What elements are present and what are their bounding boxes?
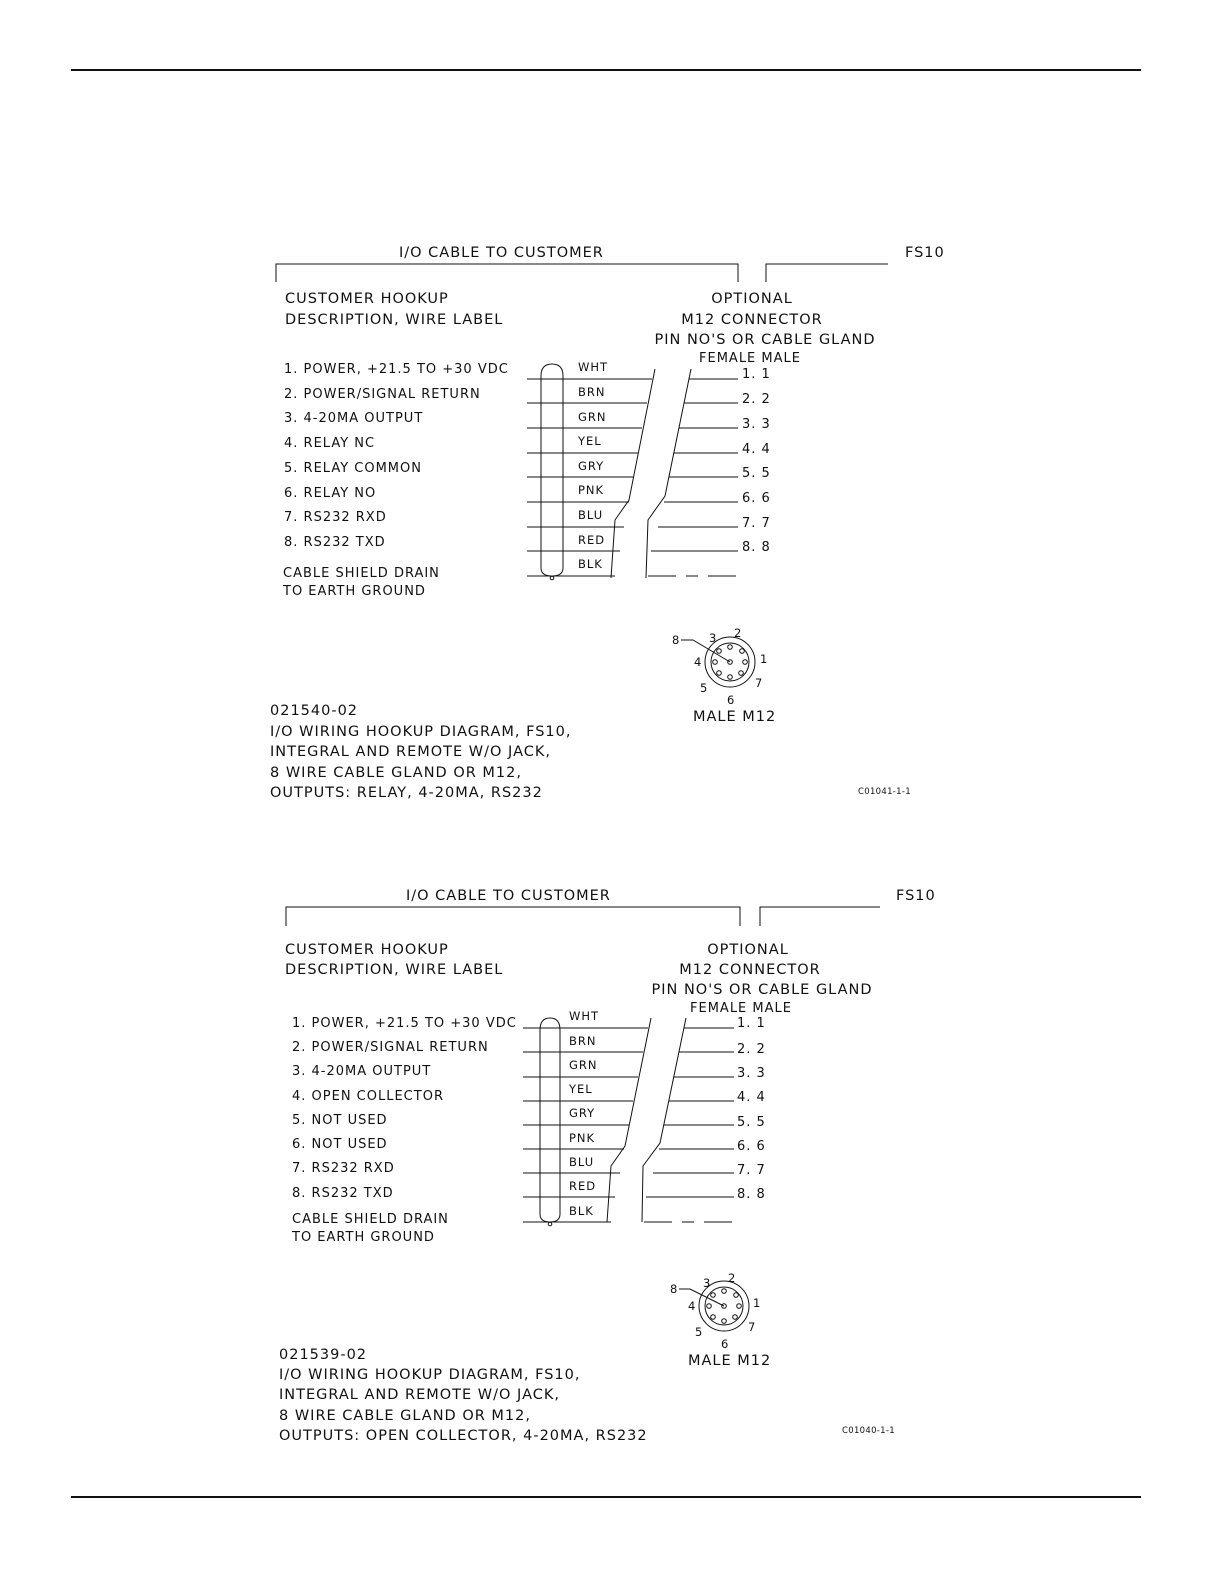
caption-line: I/O WIRING HOOKUP DIAGRAM, FS10,	[270, 724, 572, 740]
cable-bracket	[276, 264, 738, 282]
wire-color: BLU	[569, 1155, 595, 1169]
caption-line: 8 WIRE CABLE GLAND OR M12,	[279, 1408, 531, 1424]
m12-pin-label: 5	[695, 1325, 704, 1339]
description-item: 1. POWER, +21.5 TO +30 VDC	[292, 1016, 517, 1031]
wire-color: GRY	[569, 1106, 596, 1120]
m12-pin-label: 2	[734, 626, 743, 640]
part-number: 021540-02	[270, 703, 359, 719]
device-bracket	[766, 264, 888, 282]
description-item: 2. POWER/SIGNAL RETURN	[292, 1040, 489, 1055]
m12-label: MALE M12	[688, 1353, 772, 1369]
wire-color: YEL	[578, 434, 602, 448]
pin-number: 1. 1	[737, 1016, 766, 1031]
pin-number: 2. 2	[737, 1042, 766, 1057]
pin-list	[742, 367, 771, 555]
pin-number: 6. 6	[737, 1139, 766, 1154]
drawing-code: C01041-1-1	[858, 787, 911, 797]
wire-color-list	[568, 1009, 599, 1218]
description-item: 4. RELAY NC	[284, 436, 376, 451]
m12-pin-label: 1	[753, 1296, 762, 1310]
wire-color: RED	[578, 533, 606, 547]
wire-color: GRN	[569, 1058, 598, 1072]
connector-title-optional: OPTIONAL	[711, 291, 793, 307]
m12-pin-label: 3	[709, 631, 718, 645]
hookup-subtitle: DESCRIPTION, WIRE LABEL	[285, 312, 504, 328]
shield-label: CABLE SHIELD DRAIN	[292, 1212, 449, 1227]
connector-title-gender: FEMALE MALE	[699, 351, 801, 366]
pin-number: 2. 2	[742, 392, 771, 407]
wire-bundle	[523, 1018, 734, 1226]
device-bracket	[760, 907, 880, 926]
wire-bundle	[527, 364, 738, 580]
pin-number: 5. 5	[737, 1115, 766, 1130]
caption-line: INTEGRAL AND REMOTE W/O JACK,	[279, 1387, 560, 1403]
description-item: 7. RS232 RXD	[284, 510, 387, 525]
cable-header: I/O CABLE TO CUSTOMER	[399, 245, 604, 261]
wire-color: BLK	[569, 1204, 594, 1218]
description-item: 2. POWER/SIGNAL RETURN	[284, 387, 481, 402]
m12-pin-label: 8	[670, 1282, 679, 1296]
pin-number: 3. 3	[737, 1066, 766, 1081]
wire-color: YEL	[569, 1082, 593, 1096]
break-line-right	[646, 369, 691, 578]
m12-pin-label: 4	[688, 1299, 697, 1313]
m12-pin-label: 8	[672, 633, 681, 647]
caption-line: OUTPUTS: RELAY, 4-20MA, RS232	[270, 785, 543, 801]
m12-connector-icon	[670, 1271, 761, 1351]
break-line-right	[642, 1018, 686, 1222]
pin-number: 8. 8	[742, 540, 771, 555]
pin-number: 4. 4	[737, 1090, 766, 1105]
pin-number: 1. 1	[742, 367, 771, 382]
description-list	[292, 1016, 517, 1201]
description-item: 8. RS232 TXD	[292, 1186, 394, 1201]
wire-color: PNK	[578, 483, 605, 497]
pin-list	[737, 1016, 766, 1202]
hookup-title: CUSTOMER HOOKUP	[285, 942, 449, 958]
wire-color: GRN	[578, 410, 607, 424]
m12-pin-label: 5	[700, 681, 709, 695]
cable-header: I/O CABLE TO CUSTOMER	[406, 888, 611, 904]
part-number: 021539-02	[279, 1347, 368, 1363]
caption-line: OUTPUTS: OPEN COLLECTOR, 4-20MA, RS232	[279, 1428, 648, 1444]
description-item: 4. OPEN COLLECTOR	[292, 1089, 444, 1104]
pin-number: 7. 7	[737, 1163, 766, 1178]
description-item: 1. POWER, +21.5 TO +30 VDC	[284, 362, 509, 377]
wiring-diagram-021540	[270, 245, 945, 801]
wire-color: BRN	[578, 385, 606, 399]
description-item: 3. 4-20MA OUTPUT	[284, 411, 424, 426]
wire-color: WHT	[569, 1009, 600, 1023]
connector-title-m12: M12 CONNECTOR	[681, 312, 823, 328]
wire-color-list	[577, 360, 608, 571]
device-header: FS10	[905, 245, 945, 261]
shield-label-ground: TO EARTH GROUND	[283, 584, 426, 599]
hookup-title: CUSTOMER HOOKUP	[285, 291, 449, 307]
m12-pin-label: 1	[760, 652, 769, 666]
shield-label-ground: TO EARTH GROUND	[292, 1230, 435, 1245]
description-item: 5. RELAY COMMON	[284, 461, 422, 476]
caption-line: I/O WIRING HOOKUP DIAGRAM, FS10,	[279, 1367, 581, 1383]
description-item: 7. RS232 RXD	[292, 1161, 395, 1176]
wiring-diagram-021539	[279, 888, 936, 1444]
m12-pin-label: 6	[727, 693, 736, 707]
connector-title-pins: PIN NO'S OR CABLE GLAND	[651, 982, 873, 998]
description-item: 5. NOT USED	[292, 1113, 388, 1128]
m12-pin-label: 7	[755, 676, 764, 690]
m12-pin-label: 6	[721, 1337, 730, 1351]
cable-shield-outline	[541, 364, 563, 576]
pin-number: 5. 5	[742, 466, 771, 481]
break-line-left	[607, 1018, 651, 1222]
wire-color: BLU	[578, 508, 604, 522]
drawing-code: C01040-1-1	[842, 1426, 895, 1436]
m12-pin-label: 7	[748, 1320, 757, 1334]
m12-label: MALE M12	[693, 709, 777, 725]
cable-shield-outline	[540, 1018, 560, 1222]
m12-pin-label: 2	[728, 1271, 737, 1285]
pin-number: 3. 3	[742, 417, 771, 432]
connector-title-optional: OPTIONAL	[707, 942, 789, 958]
description-list	[284, 362, 509, 550]
description-item: 6. RELAY NO	[284, 486, 377, 501]
description-item: 6. NOT USED	[292, 1137, 388, 1152]
m12-pin-label: 3	[703, 1276, 712, 1290]
pin-number: 6. 6	[742, 491, 771, 506]
shield-label: CABLE SHIELD DRAIN	[283, 566, 440, 581]
drain-dot	[550, 576, 554, 580]
connector-title-pins: PIN NO'S OR CABLE GLAND	[654, 332, 876, 348]
description-item: 3. 4-20MA OUTPUT	[292, 1064, 432, 1079]
caption-line: INTEGRAL AND REMOTE W/O JACK,	[270, 744, 551, 760]
description-item: 8. RS232 TXD	[284, 535, 386, 550]
pin-number: 4. 4	[742, 442, 771, 457]
wire-color: RED	[569, 1179, 597, 1193]
m12-connector-icon	[672, 626, 768, 707]
wire-color: GRY	[578, 459, 605, 473]
wire-color: PNK	[569, 1131, 596, 1145]
pin-number: 7. 7	[742, 516, 771, 531]
pin-number: 8. 8	[737, 1187, 766, 1202]
connector-title-gender: FEMALE MALE	[690, 1001, 792, 1016]
hookup-subtitle: DESCRIPTION, WIRE LABEL	[285, 962, 504, 978]
drain-dot	[548, 1222, 552, 1226]
m12-pin-label: 4	[694, 655, 703, 669]
break-line-left	[611, 369, 655, 578]
wire-color: WHT	[578, 360, 609, 374]
connector-title-m12: M12 CONNECTOR	[679, 962, 821, 978]
caption-line: 8 WIRE CABLE GLAND OR M12,	[270, 765, 522, 781]
cable-bracket	[286, 907, 740, 926]
device-header: FS10	[896, 888, 936, 904]
wire-color: BLK	[578, 557, 603, 571]
wire-color: BRN	[569, 1034, 597, 1048]
